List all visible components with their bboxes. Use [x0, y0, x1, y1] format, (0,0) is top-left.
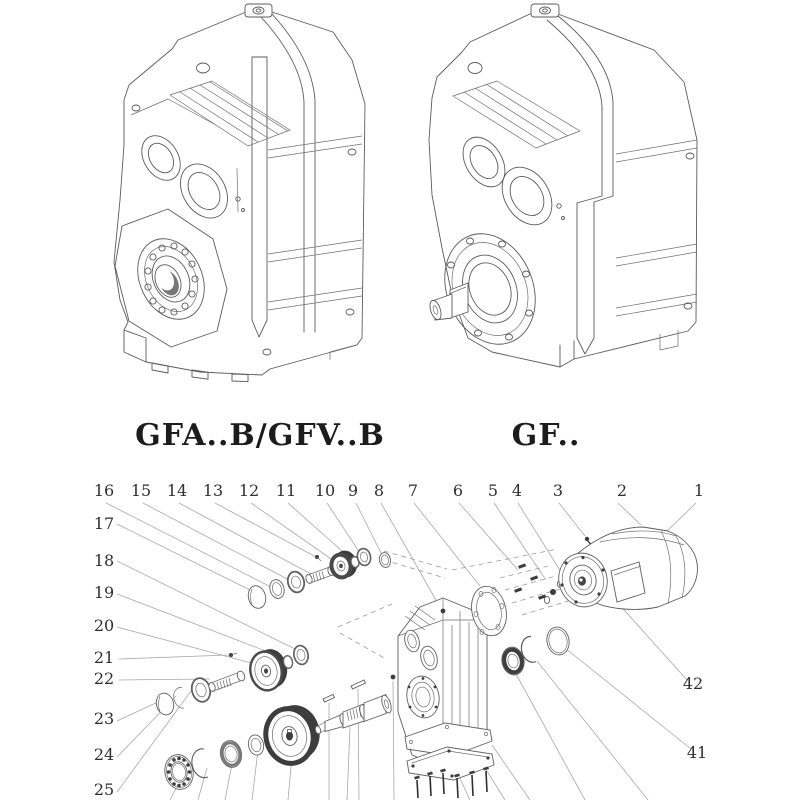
- end-cap: [246, 584, 268, 611]
- vent-plug: [441, 609, 446, 614]
- model-label-left: GFA..B/GFV..B: [135, 418, 385, 453]
- screw: [585, 537, 589, 541]
- callout-7: 7: [407, 481, 419, 500]
- callout-22: 22: [93, 669, 115, 688]
- bearing: [286, 570, 307, 594]
- callout-13: 13: [202, 481, 224, 500]
- drain-plug: [391, 675, 396, 680]
- end-cap: [154, 691, 176, 717]
- input-bores: [131, 99, 245, 227]
- callout-15: 15: [130, 481, 152, 500]
- callout-23: 23: [93, 709, 115, 728]
- callout-1: 1: [693, 481, 705, 500]
- mounting-feet: [124, 330, 356, 382]
- lifting-eye-boss: [531, 4, 559, 17]
- bearing: [189, 676, 213, 704]
- pinion-shaft: [208, 670, 246, 692]
- washer: [544, 596, 549, 603]
- callout-25: 25: [93, 780, 115, 799]
- gearbox-isometric-right: [428, 4, 697, 367]
- front-strap: [252, 57, 267, 337]
- seal-ring: [268, 578, 286, 600]
- hollow-shaft-bearing: [115, 209, 227, 347]
- shaft-key: [323, 695, 335, 703]
- callout-11: 11: [275, 481, 297, 500]
- washer: [247, 733, 266, 756]
- callout-14: 14: [166, 481, 188, 500]
- callout-19: 19: [93, 583, 115, 602]
- washer: [378, 552, 392, 569]
- bearing: [292, 644, 310, 665]
- callout-18: 18: [93, 551, 115, 570]
- intermediate-shaft-assembly: [154, 644, 310, 717]
- snap-ring: [174, 687, 184, 708]
- callout-12: 12: [238, 481, 260, 500]
- ball-bearing: [162, 752, 197, 792]
- o-ring: [544, 625, 571, 657]
- callout-8: 8: [373, 481, 385, 500]
- lifting-eye-boss: [245, 4, 272, 17]
- callout-10: 10: [314, 481, 336, 500]
- shaft-key: [351, 680, 366, 689]
- callout-20: 20: [93, 616, 115, 635]
- bolt-hole: [468, 63, 482, 74]
- callout-24: 24: [93, 745, 115, 764]
- gear-large: [261, 701, 325, 768]
- shaft-seal: [499, 645, 526, 677]
- nut: [550, 589, 556, 595]
- callout-4: 4: [511, 481, 523, 500]
- model-label-right: GF..: [511, 418, 581, 453]
- output-flange-and-shaft: [428, 220, 551, 358]
- motor: [553, 527, 698, 612]
- oil-seal: [218, 739, 244, 770]
- callout-6: 6: [452, 481, 464, 500]
- input-bores: [454, 130, 564, 234]
- exploded-view: [94, 481, 707, 800]
- front-strap: [577, 202, 594, 354]
- callout-21: 21: [93, 648, 115, 667]
- callout-41: 41: [686, 743, 708, 762]
- callout-42: 42: [682, 674, 704, 693]
- cooling-fins: [170, 81, 290, 146]
- mounting-feet: [560, 330, 678, 367]
- gear-disc: [247, 646, 291, 693]
- input-shaft-assembly: [246, 547, 392, 610]
- callout-2: 2: [616, 481, 628, 500]
- bolt-hole: [197, 63, 210, 73]
- callout-9: 9: [347, 481, 359, 500]
- callout-16: 16: [93, 481, 115, 500]
- gearbox-isometric-left: [114, 4, 365, 382]
- callout-17: 17: [93, 514, 115, 533]
- side-ribs: [616, 140, 697, 316]
- callout-5: 5: [487, 481, 499, 500]
- callout-3: 3: [552, 481, 564, 500]
